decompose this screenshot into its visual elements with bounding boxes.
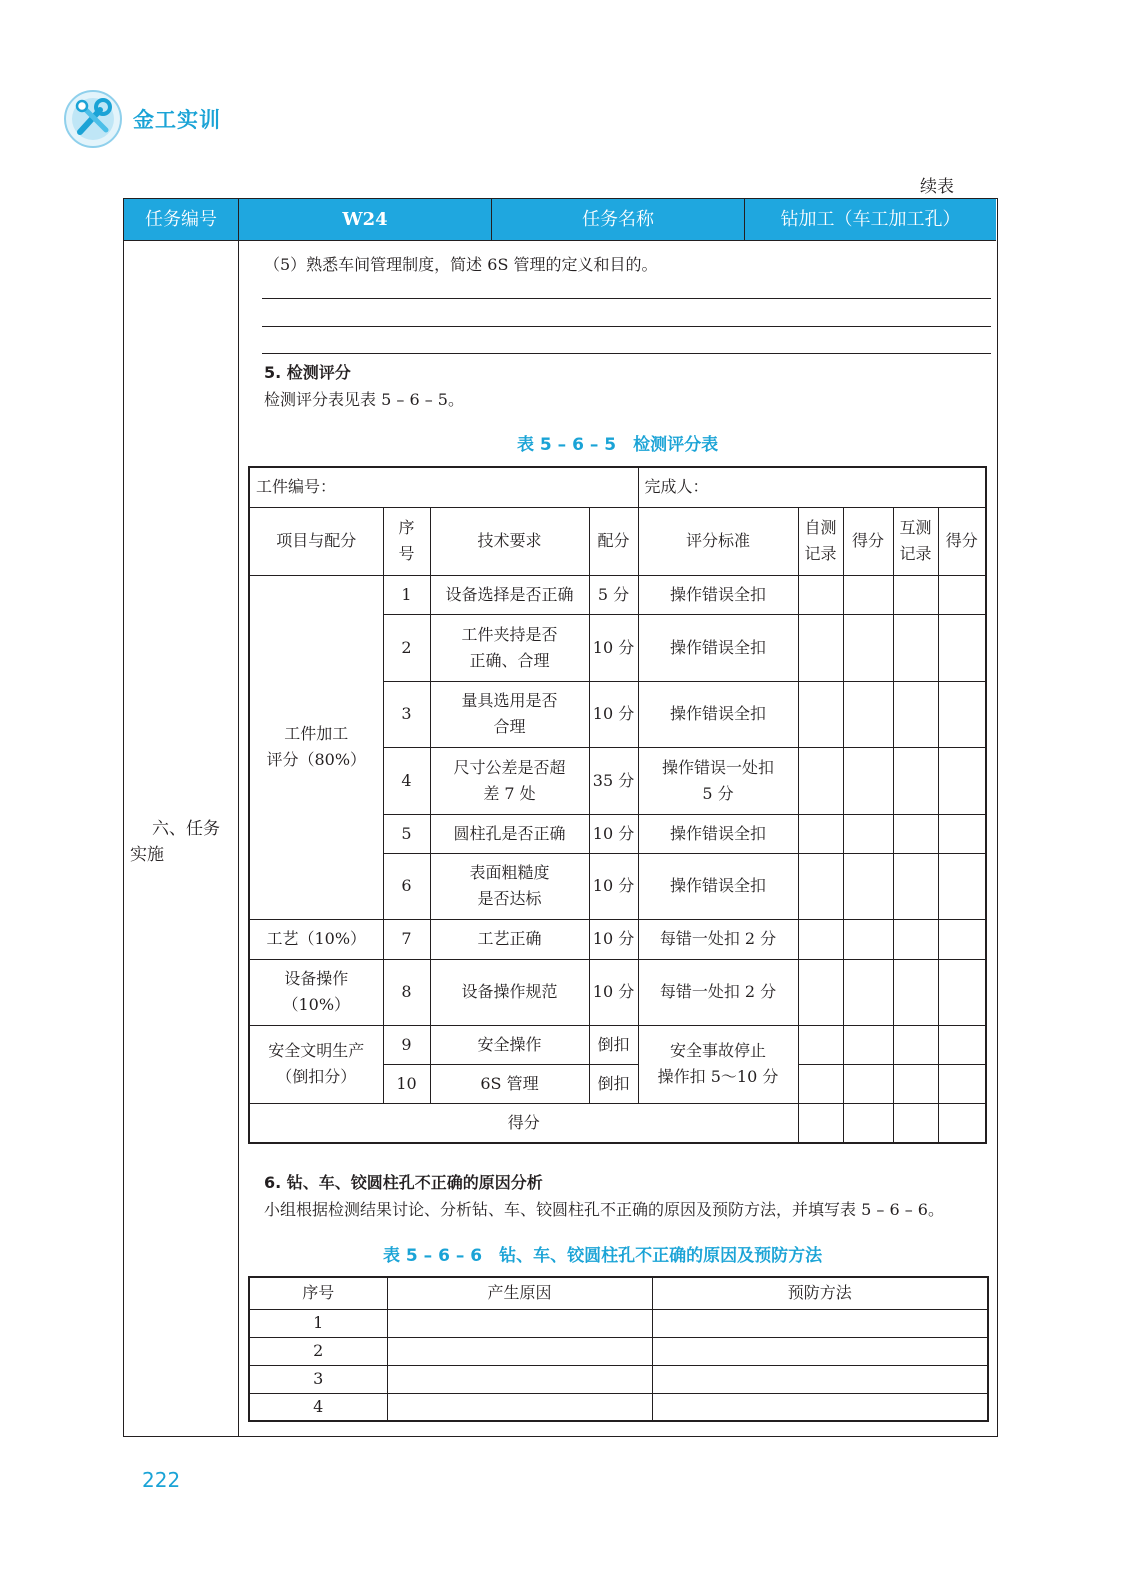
group-3-line-1: 设备操作	[284, 969, 349, 988]
row-no: 5	[383, 814, 430, 853]
self-score-cell[interactable]	[843, 959, 893, 1025]
row-no: 6	[383, 853, 430, 919]
peer-record-cell[interactable]	[893, 959, 938, 1025]
peer-record-cell[interactable]	[893, 1064, 938, 1103]
cause-cell[interactable]	[387, 1393, 652, 1421]
row-criteria: 每错一处扣 2 分	[638, 959, 798, 1025]
req-line-1: 尺寸公差是否超	[453, 757, 566, 777]
self-total-score-cell[interactable]	[843, 1103, 893, 1143]
score-table-info-row	[249, 467, 986, 507]
req-line-2: 差 7 处	[483, 783, 536, 803]
row-criteria: 操作错误全扣	[638, 814, 798, 853]
header-self-line-1: 自测	[804, 518, 837, 537]
crit-line-1: 操作错误一处扣	[662, 757, 775, 777]
crit-line-1: 安全事故停止	[670, 1041, 767, 1060]
peer-record-cell[interactable]	[893, 814, 938, 853]
self-score-cell[interactable]	[843, 681, 893, 747]
row-points: 10 分	[589, 614, 638, 681]
row-requirement: 安全操作	[430, 1025, 589, 1064]
row-points: 倒扣	[589, 1064, 638, 1103]
group-1-line-2: 评分（80%）	[266, 750, 367, 769]
self-record-cell[interactable]	[798, 959, 843, 1025]
header-self-line-2: 记录	[804, 544, 837, 563]
header-peer-record	[893, 507, 938, 575]
peer-total-cell[interactable]	[893, 1103, 938, 1143]
peer-score-cell[interactable]	[938, 1064, 986, 1103]
self-score-cell[interactable]	[843, 614, 893, 681]
task-name-value: 钻加工（车工加工孔）	[780, 209, 961, 230]
side-label	[130, 816, 238, 868]
cause-row-no: 4	[249, 1393, 387, 1421]
row-requirement	[430, 681, 589, 747]
header-seq	[383, 507, 430, 575]
crit-line-2: 操作扣 5～10 分	[657, 1067, 779, 1086]
row-requirement	[430, 853, 589, 919]
side-label-line-1: 六、任务	[152, 819, 220, 839]
section-5-intro: 检测评分表见表 5 – 6 – 5。	[264, 390, 464, 409]
self-score-cell[interactable]	[843, 1025, 893, 1064]
header-self-record	[798, 507, 843, 575]
req-line-2: 正确、合理	[469, 650, 550, 670]
row-criteria: 操作错误全扣	[638, 853, 798, 919]
row-requirement: 圆柱孔是否正确	[430, 814, 589, 853]
cause-row	[249, 1365, 988, 1393]
group-process: 工艺（10%）	[249, 919, 383, 959]
header-criteria: 评分标准	[638, 507, 798, 575]
self-score-cell[interactable]	[843, 1064, 893, 1103]
peer-record-cell[interactable]	[893, 681, 938, 747]
row-criteria: 操作错误全扣	[638, 614, 798, 681]
self-record-cell[interactable]	[798, 853, 843, 919]
self-total-cell[interactable]	[798, 1103, 843, 1143]
row-requirement: 设备选择是否正确	[430, 575, 589, 614]
row-criteria	[638, 1025, 798, 1103]
group-safety-production	[249, 1025, 383, 1103]
peer-score-cell[interactable]	[938, 1025, 986, 1064]
req-line-2: 合理	[493, 717, 526, 736]
row-no: 7	[383, 919, 430, 959]
self-score-cell[interactable]	[843, 747, 893, 814]
self-score-cell[interactable]	[843, 575, 893, 614]
row-requirement: 设备操作规范	[430, 959, 589, 1025]
group-4-line-2: （倒扣分）	[276, 1067, 357, 1086]
cause-table-header-row	[249, 1277, 988, 1309]
cause-row-no: 2	[249, 1337, 387, 1365]
page-number: 222	[142, 1468, 181, 1492]
peer-score-cell[interactable]	[938, 959, 986, 1025]
cause-row	[249, 1337, 988, 1365]
self-record-cell[interactable]	[798, 575, 843, 614]
score-row-9	[249, 1025, 986, 1064]
req-line-1: 表面粗糙度	[469, 863, 550, 882]
self-score-cell[interactable]	[843, 919, 893, 959]
row-no: 1	[383, 575, 430, 614]
score-table-header-row	[249, 507, 986, 575]
section-5-heading: 5. 检测评分	[264, 363, 351, 382]
peer-score-cell[interactable]	[938, 747, 986, 814]
peer-record-cell[interactable]	[893, 1025, 938, 1064]
group-1-line-1: 工件加工	[284, 724, 349, 743]
peer-record-cell[interactable]	[893, 919, 938, 959]
cause-cell[interactable]	[387, 1365, 652, 1393]
score-row-1	[249, 575, 986, 614]
header-score-b: 得分	[938, 507, 986, 575]
row-requirement	[430, 614, 589, 681]
row-requirement: 6S 管理	[430, 1064, 589, 1103]
score-table	[248, 466, 987, 1144]
self-record-cell[interactable]	[798, 1064, 843, 1103]
row-points: 10 分	[589, 919, 638, 959]
question-5: （5）熟悉车间管理制度，简述 6S 管理的定义和目的。	[264, 255, 658, 274]
peer-record-cell[interactable]	[893, 614, 938, 681]
peer-score-cell[interactable]	[938, 575, 986, 614]
self-record-cell[interactable]	[798, 681, 843, 747]
row-no: 10	[383, 1064, 430, 1103]
row-no: 8	[383, 959, 430, 1025]
peer-record-cell[interactable]	[893, 747, 938, 814]
cause-table	[248, 1276, 989, 1422]
header-peer-line-2: 记录	[899, 544, 932, 563]
header-seq-line-2: 号	[398, 544, 415, 563]
header-no: 序号	[249, 1277, 387, 1309]
continued-label: 续表	[920, 177, 954, 197]
side-column	[124, 240, 239, 1436]
cause-row	[249, 1393, 988, 1421]
header-cause: 产生原因	[387, 1277, 652, 1309]
task-no-value: W24	[239, 199, 492, 240]
self-score-cell[interactable]	[843, 814, 893, 853]
header-item: 项目与配分	[249, 507, 383, 575]
row-points: 5 分	[589, 575, 638, 614]
self-record-cell[interactable]	[798, 614, 843, 681]
row-criteria: 每错一处扣 2 分	[638, 919, 798, 959]
self-score-cell[interactable]	[843, 853, 893, 919]
peer-total-score-cell[interactable]	[938, 1103, 986, 1143]
completer-label: 完成人：	[638, 467, 986, 507]
peer-score-cell[interactable]	[938, 814, 986, 853]
group-workpiece-processing	[249, 575, 383, 919]
self-record-cell[interactable]	[798, 1025, 843, 1064]
row-no: 3	[383, 681, 430, 747]
answer-line-3[interactable]	[262, 353, 991, 354]
row-points: 10 分	[589, 681, 638, 747]
peer-score-cell[interactable]	[938, 614, 986, 681]
cause-row-no: 1	[249, 1309, 387, 1337]
row-requirement	[430, 747, 589, 814]
req-line-1: 工件夹持是否	[461, 624, 558, 644]
req-line-1: 量具选用是否	[461, 691, 558, 710]
task-no-label: 任务编号	[124, 199, 239, 240]
row-criteria: 操作错误全扣	[638, 575, 798, 614]
row-points: 10 分	[589, 814, 638, 853]
header-points: 配分	[589, 507, 638, 575]
cause-row-no: 3	[249, 1365, 387, 1393]
peer-score-cell[interactable]	[938, 853, 986, 919]
peer-score-cell[interactable]	[938, 919, 986, 959]
group-equipment-operation	[249, 959, 383, 1025]
prevention-cell[interactable]	[652, 1393, 988, 1421]
row-points: 35 分	[589, 747, 638, 814]
crit-line-2: 5 分	[702, 783, 734, 803]
score-row-7	[249, 919, 986, 959]
cause-cell[interactable]	[387, 1337, 652, 1365]
self-record-cell[interactable]	[798, 747, 843, 814]
prevention-cell[interactable]	[652, 1309, 988, 1337]
answer-line-1[interactable]	[262, 298, 991, 299]
task-name-label: 任务名称	[492, 199, 745, 240]
score-total-row	[249, 1103, 986, 1143]
task-header-row	[124, 199, 996, 240]
table-5-6-5-caption: 表 5 – 6 – 5 检测评分表	[517, 435, 719, 455]
section-6-heading: 6. 钻、车、铰圆柱孔不正确的原因分析	[264, 1173, 543, 1192]
row-points: 倒扣	[589, 1025, 638, 1064]
group-3-line-2: （10%）	[282, 995, 351, 1014]
score-row-8	[249, 959, 986, 1025]
total-score-label: 得分	[249, 1103, 798, 1143]
header-peer-line-1: 互测	[899, 518, 932, 537]
req-line-2: 是否达标	[477, 889, 542, 908]
group-4-line-1: 安全文明生产	[268, 1041, 365, 1060]
header-seq-line-1: 序	[398, 518, 415, 537]
table-5-6-6-caption: 表 5 – 6 – 6 钻、车、铰圆柱孔不正确的原因及预防方法	[383, 1246, 823, 1266]
row-no: 9	[383, 1025, 430, 1064]
row-requirement: 工艺正确	[430, 919, 589, 959]
row-no: 2	[383, 614, 430, 681]
wrench-logo-icon	[62, 88, 124, 150]
header-requirement: 技术要求	[430, 507, 589, 575]
row-points: 10 分	[589, 853, 638, 919]
cause-cell[interactable]	[387, 1309, 652, 1337]
header-prevention: 预防方法	[652, 1277, 988, 1309]
answer-line-2[interactable]	[262, 326, 991, 327]
prevention-cell[interactable]	[652, 1365, 988, 1393]
peer-record-cell[interactable]	[893, 575, 938, 614]
row-criteria	[638, 747, 798, 814]
section-6-intro: 小组根据检测结果讨论、分析钻、车、铰圆柱孔不正确的原因及预防方法，并填写表 5 – 6 – 6。	[264, 1200, 944, 1219]
peer-record-cell[interactable]	[893, 853, 938, 919]
self-record-cell[interactable]	[798, 919, 843, 959]
row-no: 4	[383, 747, 430, 814]
workpiece-no-label: 工件编号：	[249, 467, 638, 507]
book-title: 金工实训	[133, 108, 221, 132]
side-label-line-2: 实施	[130, 845, 164, 865]
row-points: 10 分	[589, 959, 638, 1025]
cause-row	[249, 1309, 988, 1337]
peer-score-cell[interactable]	[938, 681, 986, 747]
prevention-cell[interactable]	[652, 1337, 988, 1365]
self-record-cell[interactable]	[798, 814, 843, 853]
row-criteria: 操作错误全扣	[638, 681, 798, 747]
header-score-a: 得分	[843, 507, 893, 575]
